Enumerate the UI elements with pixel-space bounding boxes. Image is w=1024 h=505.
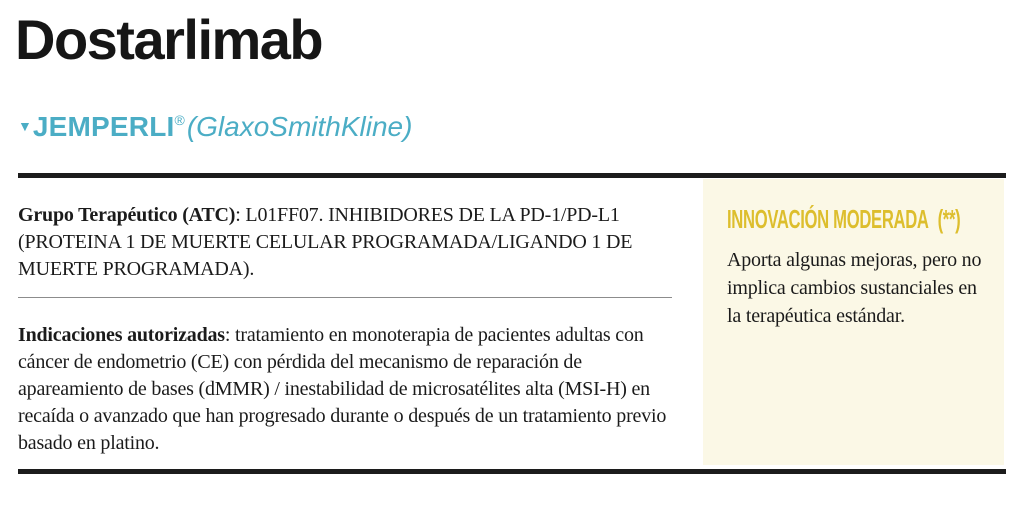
indications-paragraph [18, 322, 684, 457]
bottom-rule [18, 469, 1006, 474]
indications-label: Indicaciones autorizadas [18, 324, 225, 346]
section-divider [18, 297, 672, 298]
brand-name: JEMPERLI [32, 111, 175, 142]
innovation-rating-heading [727, 205, 960, 234]
registered-trademark-icon: ® [174, 112, 185, 128]
triangle-down-icon: ▼ [18, 118, 32, 134]
indications-text: : tratamiento en monoterapia de pacientes adultas con cáncer de endometrio (CE) con pérdida del mecanismo de reparación de apareamiento de bases (dMMR) / inestabilidad de microsatélites alta (MSI-H) en recaída o avanzado que han progresado durante o después de un tratamiento previo basado en platino. [18, 324, 667, 454]
innovation-rating-label: INNOVACIÓN MODERADA [727, 204, 929, 234]
top-rule [18, 173, 1006, 178]
page-title: Dostarlimab [15, 8, 323, 71]
atc-paragraph [18, 202, 684, 283]
innovation-rating-qualifier: (**) [937, 204, 961, 234]
atc-text: : L01FF07. INHIBIDORES DE LA PD-1/PD-L1 (PROTEINA 1 DE MUERTE CELULAR PROGRAMADA/LIGANDO 1 DE MUERTE PROGRAMADA). [18, 204, 633, 280]
atc-label: Grupo Terapéutico (ATC) [18, 204, 236, 226]
main-text-column [18, 202, 684, 457]
brand-company: (GlaxoSmithKline) [186, 111, 413, 142]
innovation-description: Aporta algunas mejoras, pero no implica cambios sustanciales en la terapéutica estándar. [727, 248, 982, 327]
brand-line [18, 112, 412, 143]
innovation-panel [703, 179, 1004, 465]
